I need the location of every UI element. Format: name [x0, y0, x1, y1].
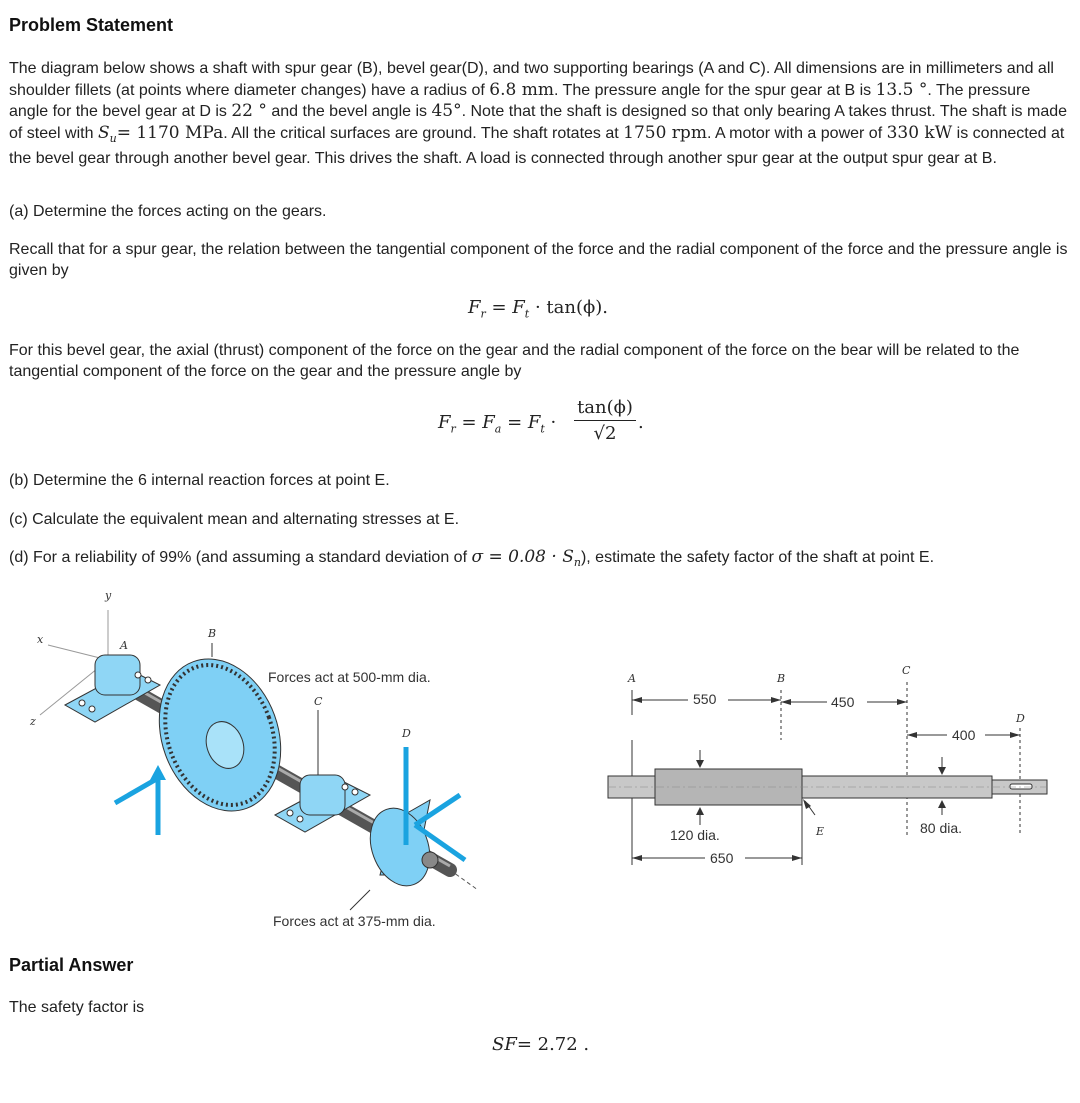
label-b: B	[208, 627, 217, 640]
part-b: (b) Determine the 6 internal reaction forces at point E.	[9, 472, 390, 489]
force-arrow-b-diagonal	[115, 777, 160, 803]
bevel-recall: For this bevel gear, the axial (thrust) component of the force on the gear and the radial component of the force on the bear will be related to the tangential component of the force on the gear and the pressure angle by	[9, 342, 1020, 380]
part-c: (c) Calculate the equivalent mean and alternating stresses at E.	[9, 511, 460, 528]
equation-bevel-fraction: tan(ϕ) √2	[574, 397, 636, 444]
label-c: C	[314, 695, 323, 708]
safety-factor-result: SF= 2.72 .	[492, 1034, 590, 1055]
intro-paragraph: The diagram below shows a shaft with spur gear (B), bevel gear(D), and two supporting bearings (A and C). All dimensions are in millimeters and all shoulder fillets (at points where diameter changes) have a radius of 6.8 mm. The pressure angle for the spur gear at B is 13.5 °. The pressure angle for the bevel gear at D is 22 ° and the bevel angle is 45°. Note that the shaft is designed so that only bearing A takes thrust. The shaft is made of steel with $S_u= 1170$ MPa. All the critical surfaces are ground. The shaft rotates at 1750 rpm. A motor with a power of 330 kW is connected at the bevel gear through another bevel gear. This drives the shaft. A load is connected through another spur gear at the output spur gear at B.	[9, 60, 1068, 168]
dim-label-b: B	[777, 672, 786, 685]
problem-heading: Problem Statement	[9, 15, 174, 35]
dim-550: 550	[693, 691, 717, 707]
shaft-profile	[608, 769, 1047, 805]
dim-label-c: C	[902, 664, 911, 677]
bearing-a	[65, 655, 160, 722]
dim-label-a: A	[628, 672, 636, 685]
equation-bevel-lhs: $F_r = F_a = F_t$ ·	[438, 412, 557, 436]
part-a: (a) Determine the forces acting on the gears.	[9, 203, 327, 220]
equation-bevel-end: .	[638, 412, 644, 433]
answer-text: The safety factor is	[9, 999, 145, 1016]
dim-650: 650	[710, 850, 734, 866]
note-top: Forces act at 500-mm dia.	[268, 669, 431, 685]
dim-450: 450	[831, 694, 855, 710]
dim-label-d: D	[1016, 712, 1025, 725]
equation-spur: $F_r = F_t \cdot \tan(\phi)$.	[468, 297, 608, 321]
label-d: D	[402, 727, 411, 740]
dim-400: 400	[952, 727, 976, 743]
axis-z-label: z	[30, 715, 36, 728]
answer-heading: Partial Answer	[9, 955, 134, 975]
axis-x-label: x	[37, 633, 44, 646]
shaft-dimension-figure	[600, 660, 1060, 880]
note-bottom: Forces act at 375-mm dia.	[273, 913, 436, 929]
label-a: A	[120, 639, 128, 652]
dia-120: 120 dia.	[670, 827, 720, 843]
dia-80: 80 dia.	[920, 820, 963, 836]
leader-bottom	[350, 890, 370, 910]
dim-label-e: E	[816, 825, 825, 838]
spur-recall: Recall that for a spur gear, the relation between the tangential component of the force and the radial component of the force and the pressure angle is given by	[9, 241, 1068, 279]
part-d: (d) For a reliability of 99% (and assuming a standard deviation of $\sigma = 0.08 \cdot S_n$), estimate the safety factor of the shaft at point E.	[9, 547, 935, 570]
shaft-assembly-figure	[20, 585, 500, 945]
axis-y-label: y	[105, 589, 112, 602]
